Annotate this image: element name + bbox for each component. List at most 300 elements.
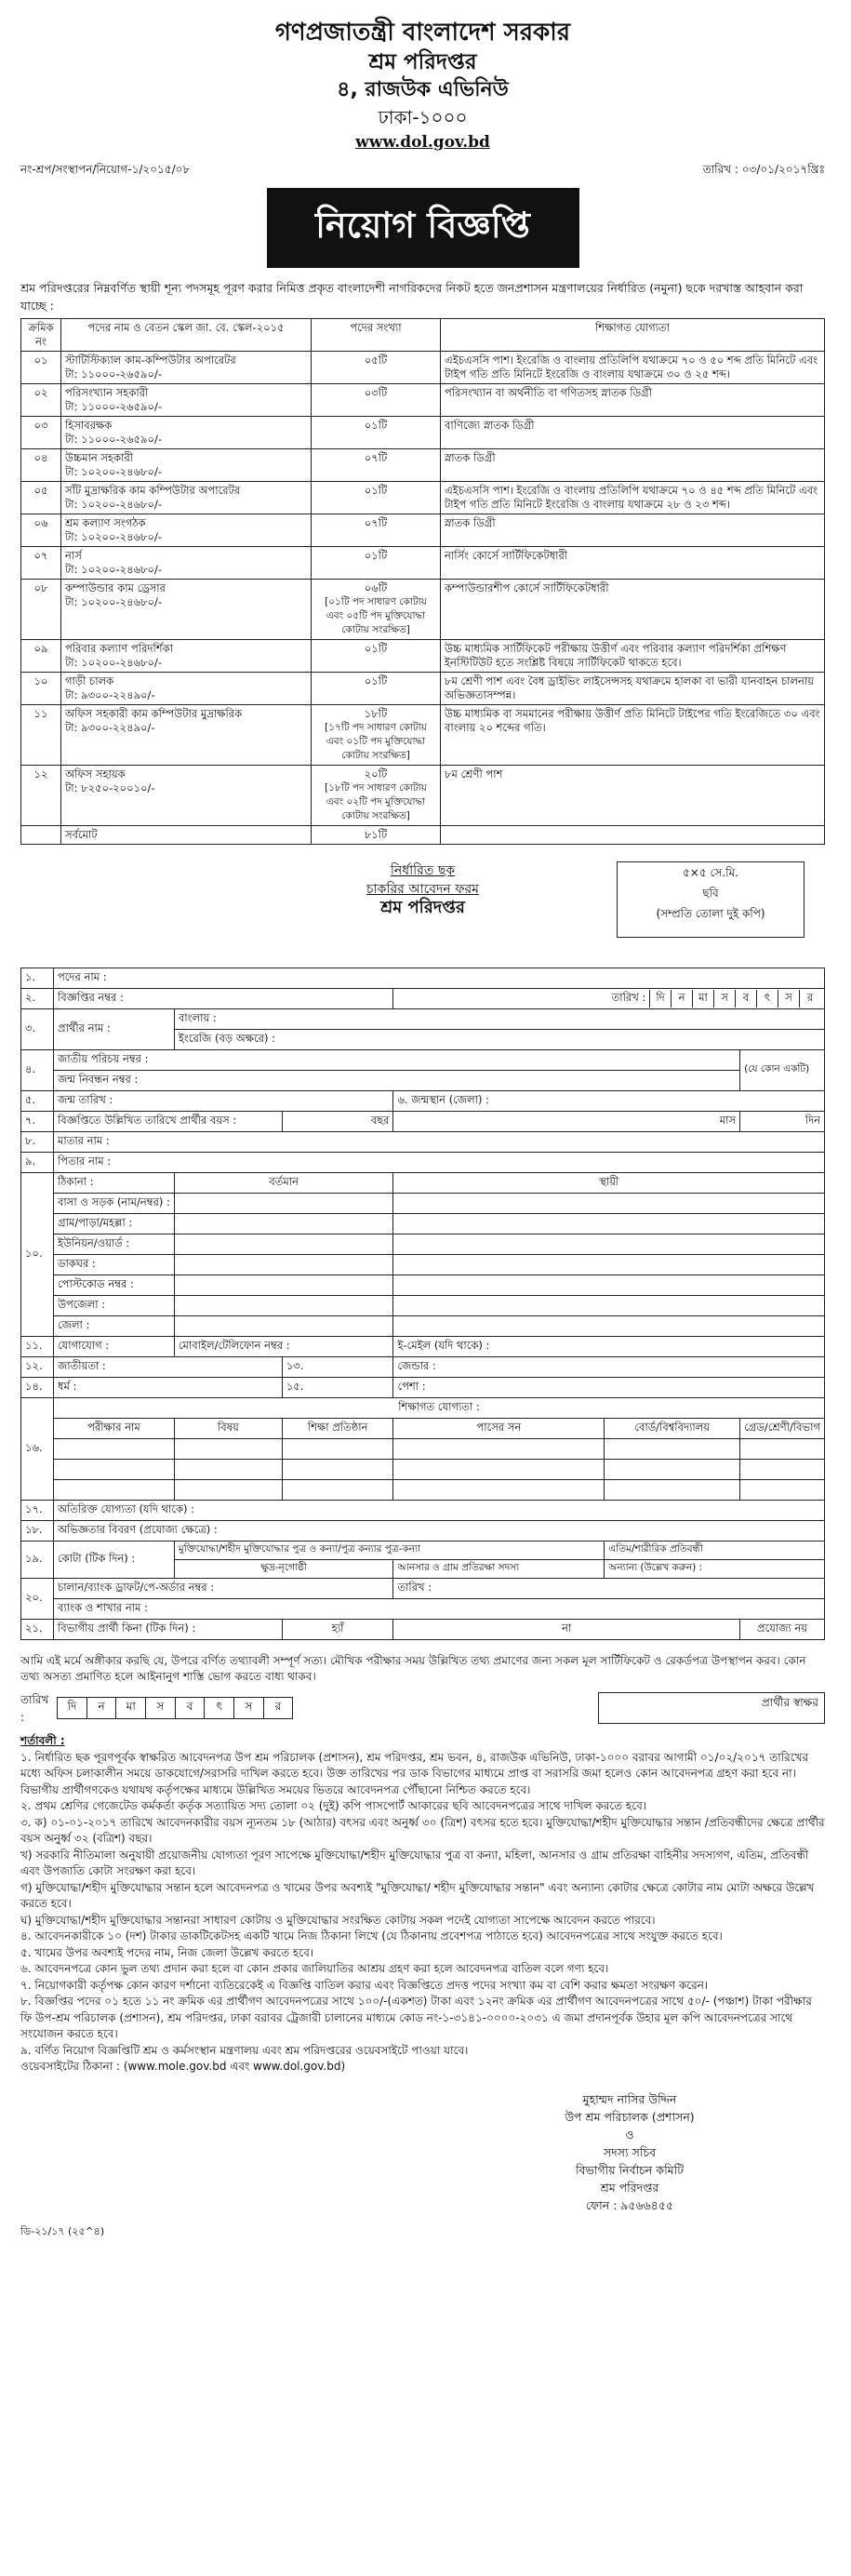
form-head-line2: চাকরির আবেদন ফরম <box>366 882 479 897</box>
address-row <box>21 1275 825 1296</box>
count-cell <box>312 580 441 640</box>
pay-scale: টা: ১০২০০-২৪৬৮০/- <box>65 498 163 511</box>
count-cell <box>312 384 441 417</box>
edu-cell[interactable] <box>393 1439 605 1460</box>
quota-ethnic-option[interactable]: ক্ষুদ্র-নৃগোষ্ঠী <box>174 1560 393 1579</box>
government-name: গণপ্রজাতন্ত্রী বাংলাদেশ সরকার <box>274 19 571 47</box>
post-name: অফিস সহায়ক <box>65 767 126 781</box>
row-number: ১৯. <box>21 1542 54 1579</box>
serial-cell: ০৮ <box>21 580 61 640</box>
challan-number-field[interactable]: চালান/ব্যাংক ড্রাফট/পে-অর্ডার নম্বর : <box>54 1579 393 1599</box>
date-label: তারিখ : <box>611 991 646 1004</box>
row-number: ২১. <box>21 1620 54 1640</box>
edu-cell[interactable] <box>393 1480 605 1501</box>
birthplace-field[interactable]: ৬. জন্মস্থান (জেলা) : <box>393 1091 825 1112</box>
post-name: সাঁট মুদ্রাক্ষরিক কাম কম্পিউটার অপারেটর <box>65 484 241 497</box>
permanent-address-input[interactable] <box>393 1235 825 1255</box>
pay-scale: টা: ১০২০০-২৪৬৮০/- <box>65 563 163 576</box>
count-cell <box>312 705 441 766</box>
form-row <box>21 1620 825 1640</box>
edu-col: বোর্ড/বিশ্ববিদ্যালয় <box>605 1419 740 1439</box>
vacancy-row <box>21 640 825 673</box>
row-number: ৯. <box>21 1153 54 1173</box>
declaration-text: আমি এই মর্মে অঙ্গীকার করছি যে, উপরে বর্ণিত তথ্যাবলী সম্পূর্ণ সত্য। মৌখিক পরীক্ষার সময় উল্লিখিত তথ্য প্রমাণের জন্য সকল মূল সার্টিফিকেট ও রেকর্ডপত্র উপস্থাপন করব। কোন তথ্য অসত্য প্রমাণিত হলে আইনানুগ শাস্তি ভোগ করতে বাধ্য থাকব। <box>20 1654 806 1683</box>
photo-box <box>617 861 804 938</box>
either-note: (যে কোন একটি) <box>740 1050 825 1091</box>
age-label: বিজ্ঞপ্তিতে উল্লিখিত তারিখে প্রার্থীর বয়স : <box>54 1112 283 1132</box>
qualification-cell: উচ্চ মাধ্যমিক সার্টিফিকেট পরীক্ষায় উত্তীর্ণ এবং পরিবার কল্যাণ পরিদর্শিকা প্রশিক্ষণ ইনস্টিটিউট হতে সংশ্লিষ্ট বিষয়ে সার্টিফিকেট থাকতে হবে। <box>441 640 825 673</box>
date-box[interactable]: দি <box>649 990 671 1008</box>
vacancy-row <box>21 449 825 482</box>
post-name: গাড়ী চালক <box>65 674 114 687</box>
post-cell <box>61 705 312 766</box>
departmental-no-option[interactable]: না <box>393 1620 740 1640</box>
declaration-date-boxes[interactable] <box>57 1697 293 1719</box>
row-number: ১. <box>21 968 54 989</box>
pay-scale: টা: ৮২৫০-২০০১০/- <box>65 781 155 794</box>
row-number: ১৮. <box>21 1521 54 1542</box>
present-address-input[interactable] <box>174 1235 393 1255</box>
circular-date-field[interactable] <box>393 989 825 1009</box>
total-label: সর্বমোট <box>61 826 312 845</box>
permanent-address-input[interactable] <box>393 1194 825 1214</box>
form-row <box>21 1337 825 1357</box>
notice-title: নিয়োগ বিজ্ঞপ্তি <box>267 188 579 268</box>
post-cell <box>61 640 312 673</box>
term-item: ৩. ক) ০১-০১-২০১৭ তারিখে আবেদনকারীর বয়স ন্যূনতম ১৮ (আঠার) বৎসর এবং অনুর্ধ্ব ৩০ (ত্রিশ) বৎসর হতে হবে। মুক্তিযোদ্ধা/শহীদ মুক্তিযোদ্ধার সন্তান /প্রতিবন্ধীদের ক্ষেত্রে প্রার্থীর বয়স অনুর্ধ্ব ৩২ (বত্রিশ) বছর। <box>20 1815 825 1845</box>
form-header <box>20 858 825 968</box>
photo-label: ছবি <box>702 887 719 900</box>
pay-scale: টা: ৯৩০০-২২৪৯০/- <box>65 721 155 734</box>
contact-label: যোগাযোগ : <box>54 1337 175 1357</box>
mobile-field[interactable]: মোবাইল/টেলিফোন নম্বর : <box>174 1337 393 1357</box>
count-cell <box>312 417 441 449</box>
form-row <box>21 1521 825 1542</box>
form-row <box>21 1579 825 1599</box>
post-cell <box>61 580 312 640</box>
row-number: ৪. <box>21 1050 54 1091</box>
row-number: ৮. <box>21 1132 54 1153</box>
signatory-block <box>490 2090 769 2214</box>
age-years-field[interactable]: বছর <box>282 1112 393 1132</box>
address-row <box>21 1255 825 1275</box>
term-item: গ) মুক্তিযোদ্ধা/শহীদ মুক্তিযোদ্ধার সন্তান হলে আবেদনপত্র ও খামের উপর অবশ্যই "মুক্তিযোদ্ধা/ শহীদ মুক্তিযোদ্ধার সন্তান" এবং অন্যান্য কোটার ক্ষেত্রে কোটার নাম মোটা অক্ষরে উল্লেখ করতে হবে। <box>20 1880 815 1910</box>
vacancy-row <box>21 547 825 580</box>
experience-field[interactable]: অভিজ্ঞতার বিবরণ (প্রযোজ্য ক্ষেত্রে) : <box>54 1521 825 1542</box>
permanent-address-header: স্থায়ী <box>393 1173 825 1194</box>
department-name: শ্রম পরিদপ্তর <box>368 50 477 74</box>
term-item: ৫. খামের উপর অবশ্যই পদের নাম, নিজ জেলা উল্লেখ করতে হবে। <box>20 1945 314 1959</box>
reference-number: নং-শ্রপ/সংস্থাপন/নিয়োগ-১/২০১৫/০৮ <box>20 163 191 176</box>
edu-cell[interactable] <box>605 1480 740 1501</box>
serial-cell: ০৪ <box>21 449 61 482</box>
quota-label: কোটা (টিক দিন) : <box>54 1542 175 1579</box>
terms-section <box>20 1733 825 2075</box>
post-count: ০১টি <box>364 549 388 562</box>
serial-cell: ০৯ <box>21 640 61 673</box>
vacancy-row <box>21 705 825 766</box>
post-cell <box>61 352 312 384</box>
edu-cell[interactable] <box>605 1439 740 1460</box>
date-box[interactable]: ৎ <box>756 990 778 1008</box>
serial-cell: ০৬ <box>21 514 61 547</box>
edu-cell[interactable] <box>282 1460 393 1480</box>
row-number: ১৪. <box>21 1378 54 1398</box>
pay-scale: টা: ১১০০০-২৬৫৯০/- <box>65 433 163 446</box>
address-field-label: পোস্টকোড নম্বর : <box>54 1275 175 1296</box>
post-name: হিসাবরক্ষক <box>65 419 113 432</box>
count-cell <box>312 673 441 705</box>
signatory-name: মুহাম্মদ নাসির উদ্দিন <box>582 2091 677 2106</box>
term-item: ঘ) মুক্তিযোদ্ধা/শহীদ মুক্তিযোদ্ধার সন্তানরা সাধারণ কোটায় ও মুক্তিযোদ্ধার সংরক্ষিত কোটায় সকল পদেই যোগ্যতা সাপেক্ষে আবেদন করতে পারবে। <box>20 1913 656 1927</box>
count-cell <box>312 640 441 673</box>
qualification-cell: স্নাতক ডিগ্রী <box>441 449 825 482</box>
qualification-cell: ৮ম শ্রেণী পাশ <box>441 766 825 826</box>
col-serial: ক্রমিক নং <box>21 319 61 352</box>
edu-col: পাসের সন <box>393 1419 605 1439</box>
edu-cell[interactable] <box>54 1480 175 1501</box>
vacancy-row <box>21 580 825 640</box>
post-count: ০১টি <box>364 419 388 432</box>
edu-cell[interactable] <box>393 1460 605 1480</box>
form-row <box>21 1009 825 1030</box>
post-cell <box>61 673 312 705</box>
edu-cell[interactable] <box>740 1439 825 1460</box>
date-box[interactable]: ব <box>735 990 756 1008</box>
quota-note: [১৮টি পদ সাধারণ কোটায় এবং ০২টি পদ মুক্তিযোদ্ধা কোটায় সংরক্ষিত] <box>325 782 427 821</box>
pay-scale: টা: ১১০০০-২৬৫৯০/- <box>65 367 163 380</box>
quota-note: [০১টি পদ সাধারণ কোটায় এবং ০৫টি পদ মুক্তিযোদ্ধা কোটায় সংরক্ষিত] <box>325 596 427 635</box>
form-row <box>21 1599 825 1620</box>
vacancy-row <box>21 514 825 547</box>
vacancy-row <box>21 766 825 826</box>
name-bangla-field[interactable]: বাংলায় : <box>174 1009 824 1030</box>
date-box[interactable]: দি <box>58 1698 87 1719</box>
qualification-cell: স্নাতক ডিগ্রী <box>441 514 825 547</box>
post-cell <box>61 514 312 547</box>
present-address-input[interactable] <box>174 1275 393 1296</box>
signature-label: প্রার্থীর স্বাক্ষর <box>761 1696 818 1709</box>
form-row <box>21 989 825 1009</box>
age-months-field[interactable]: মাস <box>393 1112 740 1132</box>
bank-branch-field[interactable]: ব্যাংক ও শাখার নাম : <box>54 1599 825 1620</box>
pay-scale: টা: ১০২০০-২৪৬৮০/- <box>65 656 163 669</box>
pay-scale: টা: ১০২০০-২৪৬৮০/- <box>65 530 163 543</box>
edu-cell[interactable] <box>54 1439 175 1460</box>
serial-cell: ১০ <box>21 673 61 705</box>
term-item: ৪. আবেদনকারীকে ১০ (দশ) টাকার ডাকটিকেটসহ একটি খামে নিজ ঠিকানা লিখে (যে ঠিকানায় প্রবেশপত্র পাঠাতে হবে) আবেদনপত্রের সাথে সংযুক্ত করতে হবে। <box>20 1929 723 1942</box>
form-row <box>21 1501 825 1521</box>
dob-field[interactable]: জন্ম তারিখ : <box>54 1091 393 1112</box>
count-cell <box>312 766 441 826</box>
nid-field[interactable]: জাতীয় পরিচয় নম্বর : <box>54 1050 740 1071</box>
photo-note: (সম্প্রতি তোলা দুই কপি) <box>656 907 765 920</box>
col-count: পদের সংখ্যা <box>312 319 441 352</box>
date-box[interactable]: র <box>799 990 820 1008</box>
websites-line: ওয়েবসাইটের ঠিকানা : (www.mole.gov.bd এবং www.dol.gov.bd) <box>20 2060 346 2073</box>
date-box[interactable]: ন <box>86 1698 116 1719</box>
address-label: ঠিকানা : <box>54 1173 175 1194</box>
permanent-address-input[interactable] <box>393 1275 825 1296</box>
footer-code: ডি-২১/১৭ (২৫^৪) <box>20 2224 105 2237</box>
edu-cell[interactable] <box>174 1480 282 1501</box>
education-header-row <box>21 1419 825 1439</box>
address-row <box>21 1296 825 1316</box>
form-row <box>21 1050 825 1071</box>
post-name: অফিস সহকারী কাম কম্পিউটার মুদ্রাক্ষরিক <box>65 707 243 720</box>
form-row <box>21 1542 825 1560</box>
present-address-input[interactable] <box>174 1296 393 1316</box>
date-box[interactable]: মা <box>116 1698 146 1719</box>
row-number: ১৬. <box>21 1398 54 1501</box>
post-count: ০৩টি <box>364 386 388 399</box>
present-address-input[interactable] <box>174 1316 393 1337</box>
row-number: ১২. <box>21 1357 54 1378</box>
form-row <box>21 1112 825 1132</box>
post-count: ০১টি <box>364 674 388 687</box>
date-box[interactable]: স <box>713 990 735 1008</box>
age-days-field[interactable]: দিন <box>740 1112 825 1132</box>
edu-col: পরীক্ষার নাম <box>54 1419 175 1439</box>
post-name: কম্পাউন্ডার কাম ড্রেসার <box>65 581 166 594</box>
vacancy-row <box>21 384 825 417</box>
edu-cell[interactable] <box>174 1439 282 1460</box>
challan-date-field[interactable]: তারিখ : <box>393 1579 825 1599</box>
term-item: ৭. নিয়োগকারী কর্তৃপক্ষ কোন কারণ দর্শানো ব্যতিরেকেই এ বিজ্ঞপ্তি বাতিল করার এবং বিজ্ঞপ্তিতে প্রদত্ত পদের সংখ্যা কম বা বেশি করার ক্ষমতা সংরক্ষণ করেন। <box>20 1978 709 1992</box>
mother-name-field[interactable]: মাতার নাম : <box>54 1132 825 1153</box>
qualification-cell: নার্সিং কোর্সে সার্টিফিকেটধারী <box>441 547 825 580</box>
address-row <box>21 1316 825 1337</box>
term-item: ৯. বর্ণিত নিয়োগ বিজ্ঞপ্তিটি শ্রম ও কর্মসংস্থান মন্ত্রণালয় এবং শ্রম পরিদপ্তরের ওয়েবসাইটে পাওয়া যাবে। <box>20 2043 469 2057</box>
vacancy-row <box>21 482 825 514</box>
term-item: ৬. আবেদনপত্রে কোন ভুল তথ্য প্রদান করা হলে বা কোন প্রকার জালিয়াতির আশ্রয় গ্রহণ করা হলে আবেদনপত্র বাতিল বলে গণ্য হবে। <box>20 1962 609 1975</box>
post-cell <box>61 766 312 826</box>
quota-ansar-option[interactable]: আনসার ও গ্রাম প্রতিরক্ষা সদস্য <box>393 1560 605 1579</box>
pay-scale: টা: ১১০০০-২৬৫৯০/- <box>65 400 163 413</box>
post-cell <box>61 482 312 514</box>
row-number: ২. <box>21 989 54 1009</box>
post-name: নার্স <box>65 549 82 562</box>
reference-row <box>20 162 825 180</box>
departmental-label: বিভাগীয় প্রার্থী কিনা (টিক দিন) : <box>54 1620 283 1640</box>
post-count: ০৫টি <box>364 354 388 367</box>
row-number: ১৫. <box>282 1378 393 1398</box>
edu-cell[interactable] <box>740 1480 825 1501</box>
form-row <box>21 1132 825 1153</box>
post-count: ০১টি <box>364 484 388 497</box>
form-row <box>21 968 825 989</box>
qualification-cell: বাণিজ্যে স্নাতক ডিগ্রী <box>441 417 825 449</box>
term-item: ১. নির্ধারিত ছক পূরণপূর্বক স্বাক্ষরিত আবেদনপত্র উপ শ্রম পরিচালক (প্রশাসন), শ্রম পরিদপ্তর, শ্রম ভবন, ৪, রাজউক এভিনিউ, ঢাকা-১০০০ বরাবর আগামী ০১/০২/২০১৭ তারিখের মধ্যে অফিস চলাকালীন সময়ে ডাকযোগে/সরাসরি দাখিল করতে হবে। উক্ত তারিখের পর ডাক বিভাগের মাধ্যমে প্রাপ্ত বা সরাসরি জমা হলেও কোন আবেদনপত্র গ্রহণ করা হবে না। বিভাগীয় প্রার্থীগণকেও যথাযথ কর্তৃপক্ষের মাধ্যমে উল্লিখিত সময়ের ভিতরে আবেদনপত্র পৌঁছানো নিশ্চিত করতে হবে। <box>20 1750 809 1796</box>
row-number: ১৩. <box>282 1357 393 1378</box>
additional-qualification-field[interactable]: অতিরিক্ত যোগ্যতা (যদি থাকে) : <box>54 1501 825 1521</box>
serial-cell: ০২ <box>21 384 61 417</box>
present-address-input[interactable] <box>174 1214 393 1235</box>
date-box[interactable]: স <box>233 1698 263 1719</box>
signatory-role1: সদস্য সচিব <box>603 2144 657 2159</box>
applicant-name-label: প্রার্থীর নাম : <box>54 1009 175 1050</box>
row-number: ১১. <box>21 1337 54 1357</box>
present-address-input[interactable] <box>174 1194 393 1214</box>
departmental-yes-option[interactable]: হ্যাঁ <box>282 1620 393 1640</box>
serial-cell: ১২ <box>21 766 61 826</box>
vacancy-total-row <box>21 826 825 845</box>
date-box[interactable]: ব <box>175 1698 205 1719</box>
date-box[interactable]: ৎ <box>205 1698 234 1719</box>
pay-scale: টা: ১০২০০-২৪৬৮০/- <box>65 465 163 478</box>
form-row <box>21 1173 825 1194</box>
edu-col: বিষয় <box>174 1419 282 1439</box>
education-title: শিক্ষাগত যোগ্যতা : <box>54 1398 825 1419</box>
date-box[interactable]: মা <box>692 990 713 1008</box>
name-english-field[interactable]: ইংরেজি (বড় অক্ষরে) : <box>174 1030 824 1050</box>
count-cell <box>312 449 441 482</box>
circular-number-field[interactable]: বিজ্ঞপ্তির নম্বর : <box>54 989 393 1009</box>
address-field-label: বাসা ও সড়ক (নাম/নম্বর) : <box>54 1194 175 1214</box>
form-row <box>21 1357 825 1378</box>
father-name-field[interactable]: পিতার নাম : <box>54 1153 825 1173</box>
post-name: স্টাটিস্টিক্যাল কাম-কম্পিউটার অপারেটর <box>65 354 236 367</box>
signatory-org: শ্রম পরিদপ্তর <box>600 2180 659 2195</box>
date-box[interactable]: স <box>778 990 799 1008</box>
post-cell <box>61 384 312 417</box>
col-post: পদের নাম ও বেতন স্কেল জা. বে. স্কেল-২০১৫ <box>61 319 312 352</box>
row-number: ২০. <box>21 1579 54 1620</box>
present-address-input[interactable] <box>174 1255 393 1275</box>
edu-cell[interactable] <box>740 1460 825 1480</box>
edu-cell[interactable] <box>282 1439 393 1460</box>
pay-scale: টা: ৯৩০০-২২৪৯০/- <box>65 688 155 701</box>
edu-cell[interactable] <box>605 1460 740 1480</box>
permanent-address-input[interactable] <box>393 1255 825 1275</box>
quota-note: [১৭টি পদ সাধারণ কোটায় এবং ০১টি পদ মুক্তিযোদ্ধা কোটায় সংরক্ষিত] <box>325 722 427 761</box>
edu-col: গ্রেড/শ্রেণী/বিভাগ <box>740 1419 825 1439</box>
edu-cell[interactable] <box>174 1460 282 1480</box>
term-item: ২. প্রথম শ্রেণির গেজেটেড কর্মকর্তা কর্তৃক সত্যায়িত সদ্য তোলা ০২ (দুই) কপি পাসপোর্ট আকারের ছবি আবেদনপত্রের সাথে দাখিল করতে হবে। <box>20 1799 647 1812</box>
application-form <box>20 968 825 1640</box>
qualification-cell: ৮ম শ্রেণী পাশ এবং বৈধ ড্রাইভিং লাইসেন্সসহ যথাক্রমে হালকা বা ভারী যানবাহন চালনায় অভিজ্ঞতাসম্পন্ন। <box>441 673 825 705</box>
serial-cell: ০১ <box>21 352 61 384</box>
occupation-field[interactable]: পেশা : <box>393 1378 825 1398</box>
address-field-label: উপজেলা : <box>54 1296 175 1316</box>
present-address-header: বর্তমান <box>174 1173 393 1194</box>
post-name-field[interactable]: পদের নাম : <box>54 968 825 989</box>
religion-field[interactable]: ধর্ম : <box>54 1378 283 1398</box>
quota-other-option[interactable]: অন্যান্য (উল্লেখ করুন) : <box>605 1560 825 1579</box>
col-qualification: শিক্ষাগত যোগ্যতা <box>441 319 825 352</box>
vacancy-row <box>21 673 825 705</box>
post-count: ০৭টি <box>364 516 388 529</box>
applicant-signature-box[interactable] <box>598 1692 825 1724</box>
qualification-cell: এইচএসসি পাশ। ইংরেজি ও বাংলায় প্রতিলিপি যথাক্রমে ৭০ ও ৫০ শব্দ প্রতি মিনিটে এবং টাইপ গতি প্রতি মিনিটে ইংরেজি ও বাংলায় যথাক্রমে ৩০ ও ২৫ শব্দ। <box>441 352 825 384</box>
qualification-cell: উচ্চ মাধ্যমিক বা সমমানের পরীক্ষায় উত্তীর্ণ প্রতি মিনিটে টাইপের গতি ইংরেজিতে ৩০ এবং বাংলায় ২০ শব্দের গতি। <box>441 705 825 766</box>
form-row <box>21 1091 825 1112</box>
post-cell <box>61 449 312 482</box>
vacancy-table-header <box>21 319 825 352</box>
edu-cell[interactable] <box>54 1460 175 1480</box>
terms-heading: শর্তাবলী : <box>20 1734 65 1747</box>
address-field-label: গ্রাম/পাড়া/মহল্লা : <box>54 1214 175 1235</box>
form-row <box>21 1378 825 1398</box>
email-field[interactable]: ই-মেইল (যদি থাকে) : <box>393 1337 825 1357</box>
post-count: ০৭টি <box>364 451 388 464</box>
date-box[interactable]: ন <box>671 990 692 1008</box>
permanent-address-input[interactable] <box>393 1316 825 1337</box>
vacancy-row <box>21 417 825 449</box>
quota-orphan-option[interactable]: এতিম/শারীরিক প্রতিবন্ধী <box>605 1542 825 1560</box>
address-line: ৪, রাজউক এভিনিউ <box>337 78 509 101</box>
form-head-line1: নির্ধারিত ছক <box>390 863 456 878</box>
address-field-label: ইউনিয়ন/ওয়ার্ড : <box>54 1235 175 1255</box>
qualification-cell: পরিসংখ্যান বা অর্থনীতি বা গণিতসহ স্নাতক ডিগ্রী <box>441 384 825 417</box>
post-name: শ্রম কল্যাণ সংগঠক <box>65 516 146 529</box>
address-row <box>21 1194 825 1214</box>
count-cell <box>312 514 441 547</box>
count-cell <box>312 352 441 384</box>
declaration-date-row <box>20 1692 825 1724</box>
form-head-line3: শ্রম পরিদপ্তর <box>380 898 465 917</box>
serial-cell: ০৭ <box>21 547 61 580</box>
notice-date: তারিখ : ০৩/০১/২০১৭খ্রিঃ <box>702 163 825 176</box>
date-box[interactable]: স <box>146 1698 176 1719</box>
row-number: ১০. <box>21 1173 54 1337</box>
quota-freedom-fighter-option[interactable]: মুক্তিযোদ্ধা/শহীদ মুক্তিযোদ্ধার পুত্র ও কন্যা/পুত্র কন্যার পুত্র-কন্যা <box>174 1542 604 1560</box>
qualification-cell: এইচএসসি পাশ। ইংরেজি ও বাংলায় প্রতিলিপি যথাক্রমে ৭০ ও ৪৫ শব্দ প্রতি মিনিটে এবং টাইপ গতি প্রতি মিনিটে ইংরেজি ও বাংলায় যথাক্রমে ২৮ ও ২৩ শব্দ। <box>441 482 825 514</box>
education-row <box>21 1480 825 1501</box>
post-name: উচ্চমান সহকারী <box>65 451 134 464</box>
row-number: ১৭. <box>21 1501 54 1521</box>
serial-cell: ০৩ <box>21 417 61 449</box>
post-cell <box>61 417 312 449</box>
empty-cell <box>21 826 61 845</box>
vacancy-row <box>21 352 825 384</box>
permanent-address-input[interactable] <box>393 1296 825 1316</box>
post-count: ০১টি <box>364 642 388 655</box>
education-row <box>21 1460 825 1480</box>
edu-cell[interactable] <box>282 1480 393 1501</box>
nationality-field[interactable]: জাতীয়তা : <box>54 1357 283 1378</box>
date-box[interactable]: র <box>263 1698 293 1719</box>
form-row <box>21 1153 825 1173</box>
letterhead <box>20 17 825 154</box>
departmental-na-option[interactable]: প্রযোজ্য নয় <box>740 1620 825 1640</box>
serial-cell: ০৫ <box>21 482 61 514</box>
form-row <box>21 1071 825 1091</box>
row-number: ৩. <box>21 1009 54 1050</box>
row-number: ৫. <box>21 1091 54 1112</box>
permanent-address-input[interactable] <box>393 1214 825 1235</box>
education-row <box>21 1439 825 1460</box>
post-cell <box>61 547 312 580</box>
qualification-cell: কম্পাউন্ডারশীপ কোর্সে সার্টিফিকেটধারী <box>441 580 825 640</box>
empty-cell <box>441 826 825 845</box>
birth-registration-field[interactable]: জন্ম নিবন্ধন নম্বর : <box>54 1071 740 1091</box>
term-item: ৮. বিজ্ঞপ্তির পদের ০১ হতে ১১ নং ক্রমিক এর প্রার্থীগণ আবেদনপত্রের সাথে ১০০/-(একশত) টাকা এবং ১২নং ক্রমিক এর প্রার্থীগণ আবেদনপত্রের সাথে ৫০/- (পঞ্চাশ) টাকা পরীক্ষার ফি উপ-শ্রম পরিচালক (প্রশাসন), শ্রম পরিদপ্তর, ঢাকা বরাবর ট্রেজারী চালানের মাধ্যমে কোড নং-১-৩১৪১-০০০০-২০৩১ এ জমা প্রদানপূর্বক উহার মূল কপি আবেদনপত্রের সাথে সংযোজন করতে হবে। <box>20 1995 812 2040</box>
address-field-label: জেলা : <box>54 1316 175 1337</box>
declaration-date-label: তারিখ : <box>20 1693 49 1724</box>
website-link[interactable]: www.dol.gov.bd <box>355 133 490 152</box>
gender-field[interactable]: জেন্ডার : <box>393 1357 825 1378</box>
total-count: ৮১টি <box>312 826 441 845</box>
count-cell <box>312 482 441 514</box>
count-cell <box>312 547 441 580</box>
signatory-and: ও <box>625 2127 634 2142</box>
edu-col: শিক্ষা প্রতিষ্ঠান <box>282 1419 393 1439</box>
post-count: ২০টি <box>364 767 388 781</box>
address-row <box>21 1235 825 1255</box>
address-row <box>21 1214 825 1235</box>
post-count: ০৬টি <box>364 581 388 594</box>
